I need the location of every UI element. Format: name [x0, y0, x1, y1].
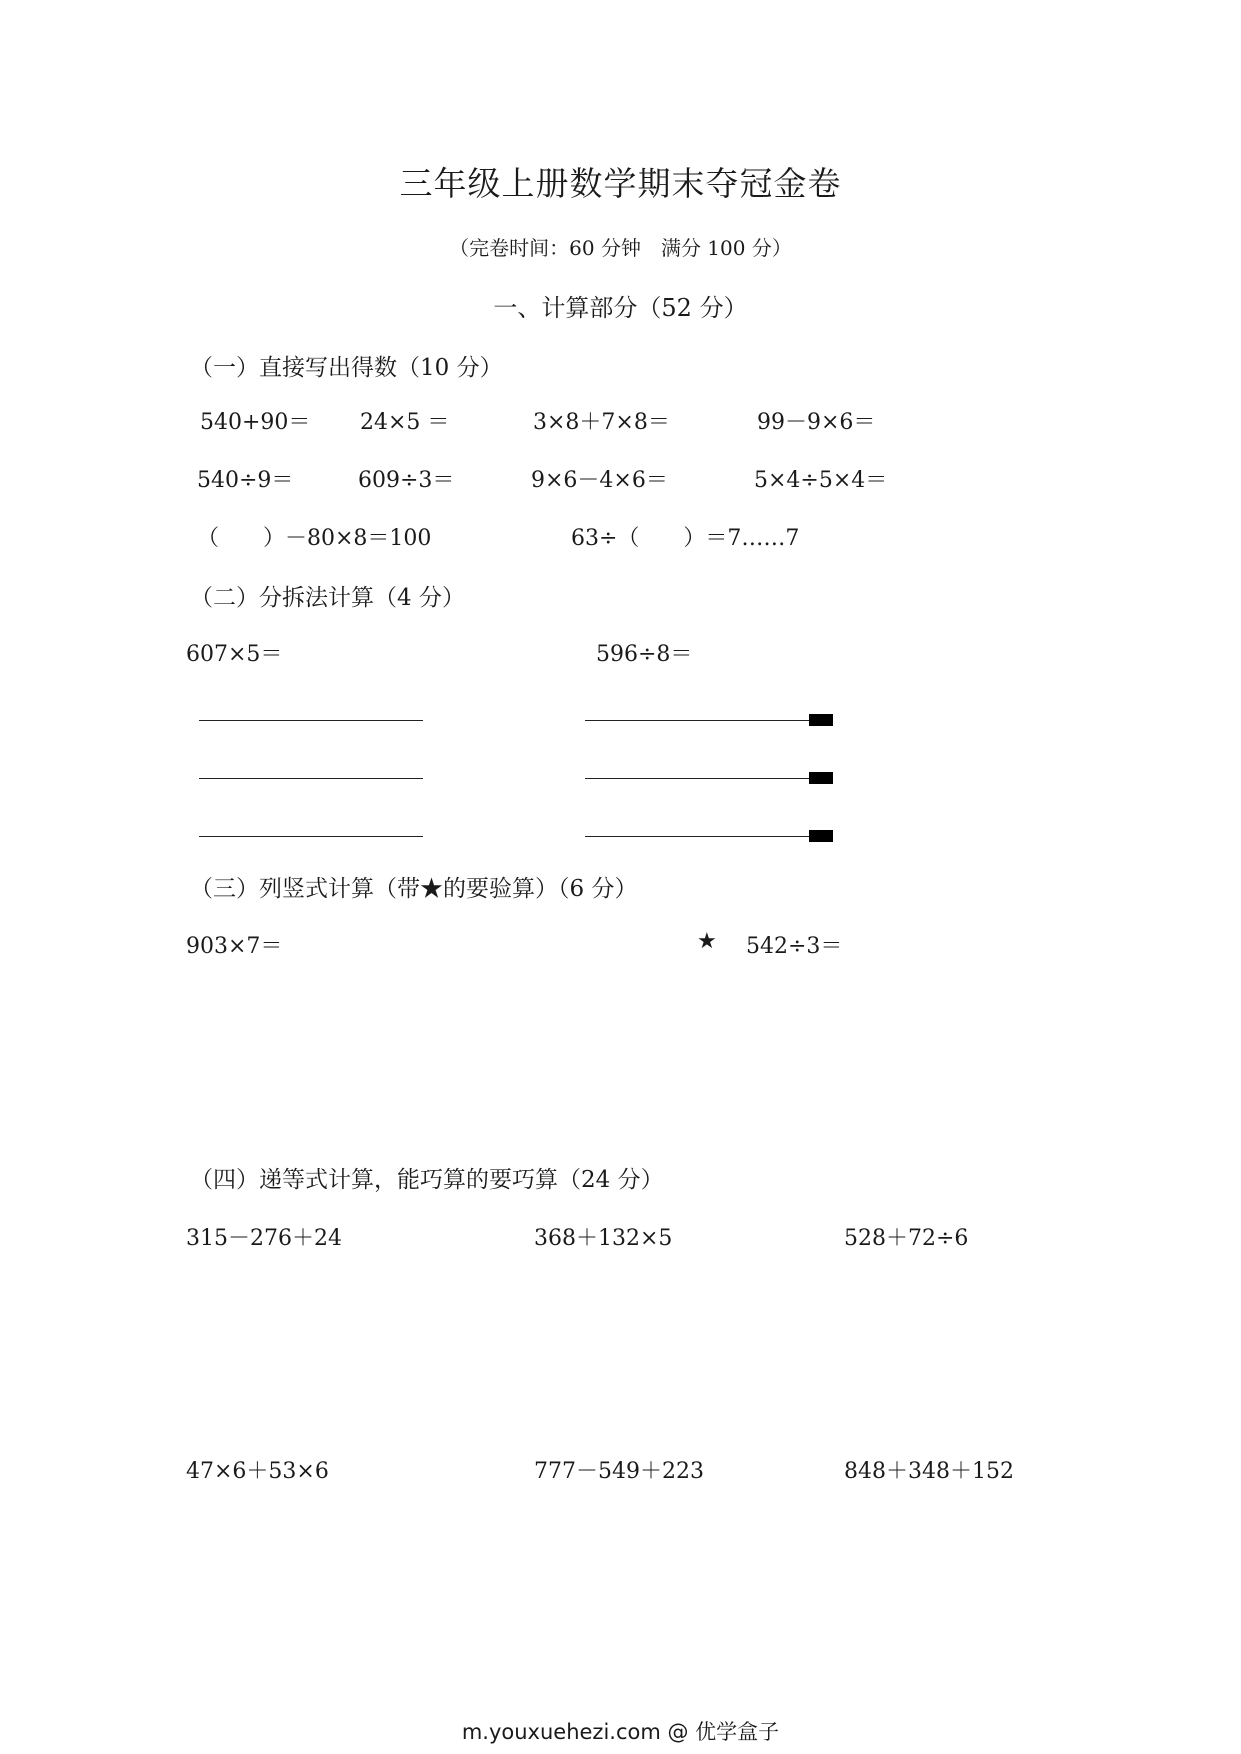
- part4-heading: （四）递等式计算，能巧算的要巧算（24 分）: [190, 1167, 664, 1193]
- section-title: 一、计算部分（52 分）: [493, 294, 748, 322]
- footer-watermark: m.youxuehezi.com @ 优学盒子: [461, 1720, 780, 1744]
- remainder-box: [809, 714, 833, 726]
- answer-line: [585, 720, 811, 721]
- part1-heading: （一）直接写出得数（10 分）: [190, 355, 503, 381]
- answer-line: [199, 720, 423, 721]
- vertical-problem: 903×7＝: [186, 934, 283, 959]
- page-title: 三年级上册数学期末夺冠金卷: [399, 164, 842, 203]
- stepwise-problem: 777－549＋223: [534, 1459, 704, 1484]
- stepwise-problem: 47×6＋53×6: [186, 1459, 329, 1484]
- fill-blank-expression: 63÷（ ）＝7……7: [571, 526, 800, 551]
- oral-expression: 5×4÷5×4＝: [754, 468, 888, 493]
- vertical-problem: 542÷3＝: [746, 934, 843, 959]
- answer-line: [585, 836, 811, 837]
- oral-expression: 24×5 ＝: [360, 410, 450, 435]
- oral-expression: 3×8＋7×8＝: [533, 410, 670, 435]
- part2-heading: （二）分拆法计算（4 分）: [190, 585, 465, 611]
- oral-expression: 540÷9＝: [197, 468, 294, 493]
- oral-expression: 609÷3＝: [358, 468, 455, 493]
- oral-expression: 99－9×6＝: [757, 410, 876, 435]
- stepwise-problem: 528＋72÷6: [844, 1226, 969, 1251]
- star-icon: ★: [697, 929, 717, 954]
- fill-blank-expression: （ ）－80×8＝100: [197, 526, 432, 551]
- stepwise-problem: 848＋348＋152: [844, 1459, 1014, 1484]
- answer-line: [199, 836, 423, 837]
- answer-line: [199, 778, 423, 779]
- split-problem: 596÷8＝: [596, 642, 693, 667]
- remainder-box: [809, 772, 833, 784]
- stepwise-problem: 315－276＋24: [186, 1226, 342, 1251]
- exam-info: （完卷时间：60 分钟 满分 100 分）: [449, 236, 792, 260]
- stepwise-problem: 368＋132×5: [534, 1226, 673, 1251]
- part3-heading: （三）列竖式计算（带★的要验算）（6 分）: [190, 876, 638, 902]
- remainder-box: [809, 830, 833, 842]
- oral-expression: 540+90＝: [200, 410, 311, 435]
- answer-line: [585, 778, 811, 779]
- oral-expression: 9×6－4×6＝: [531, 468, 668, 493]
- split-problem: 607×5＝: [186, 642, 283, 667]
